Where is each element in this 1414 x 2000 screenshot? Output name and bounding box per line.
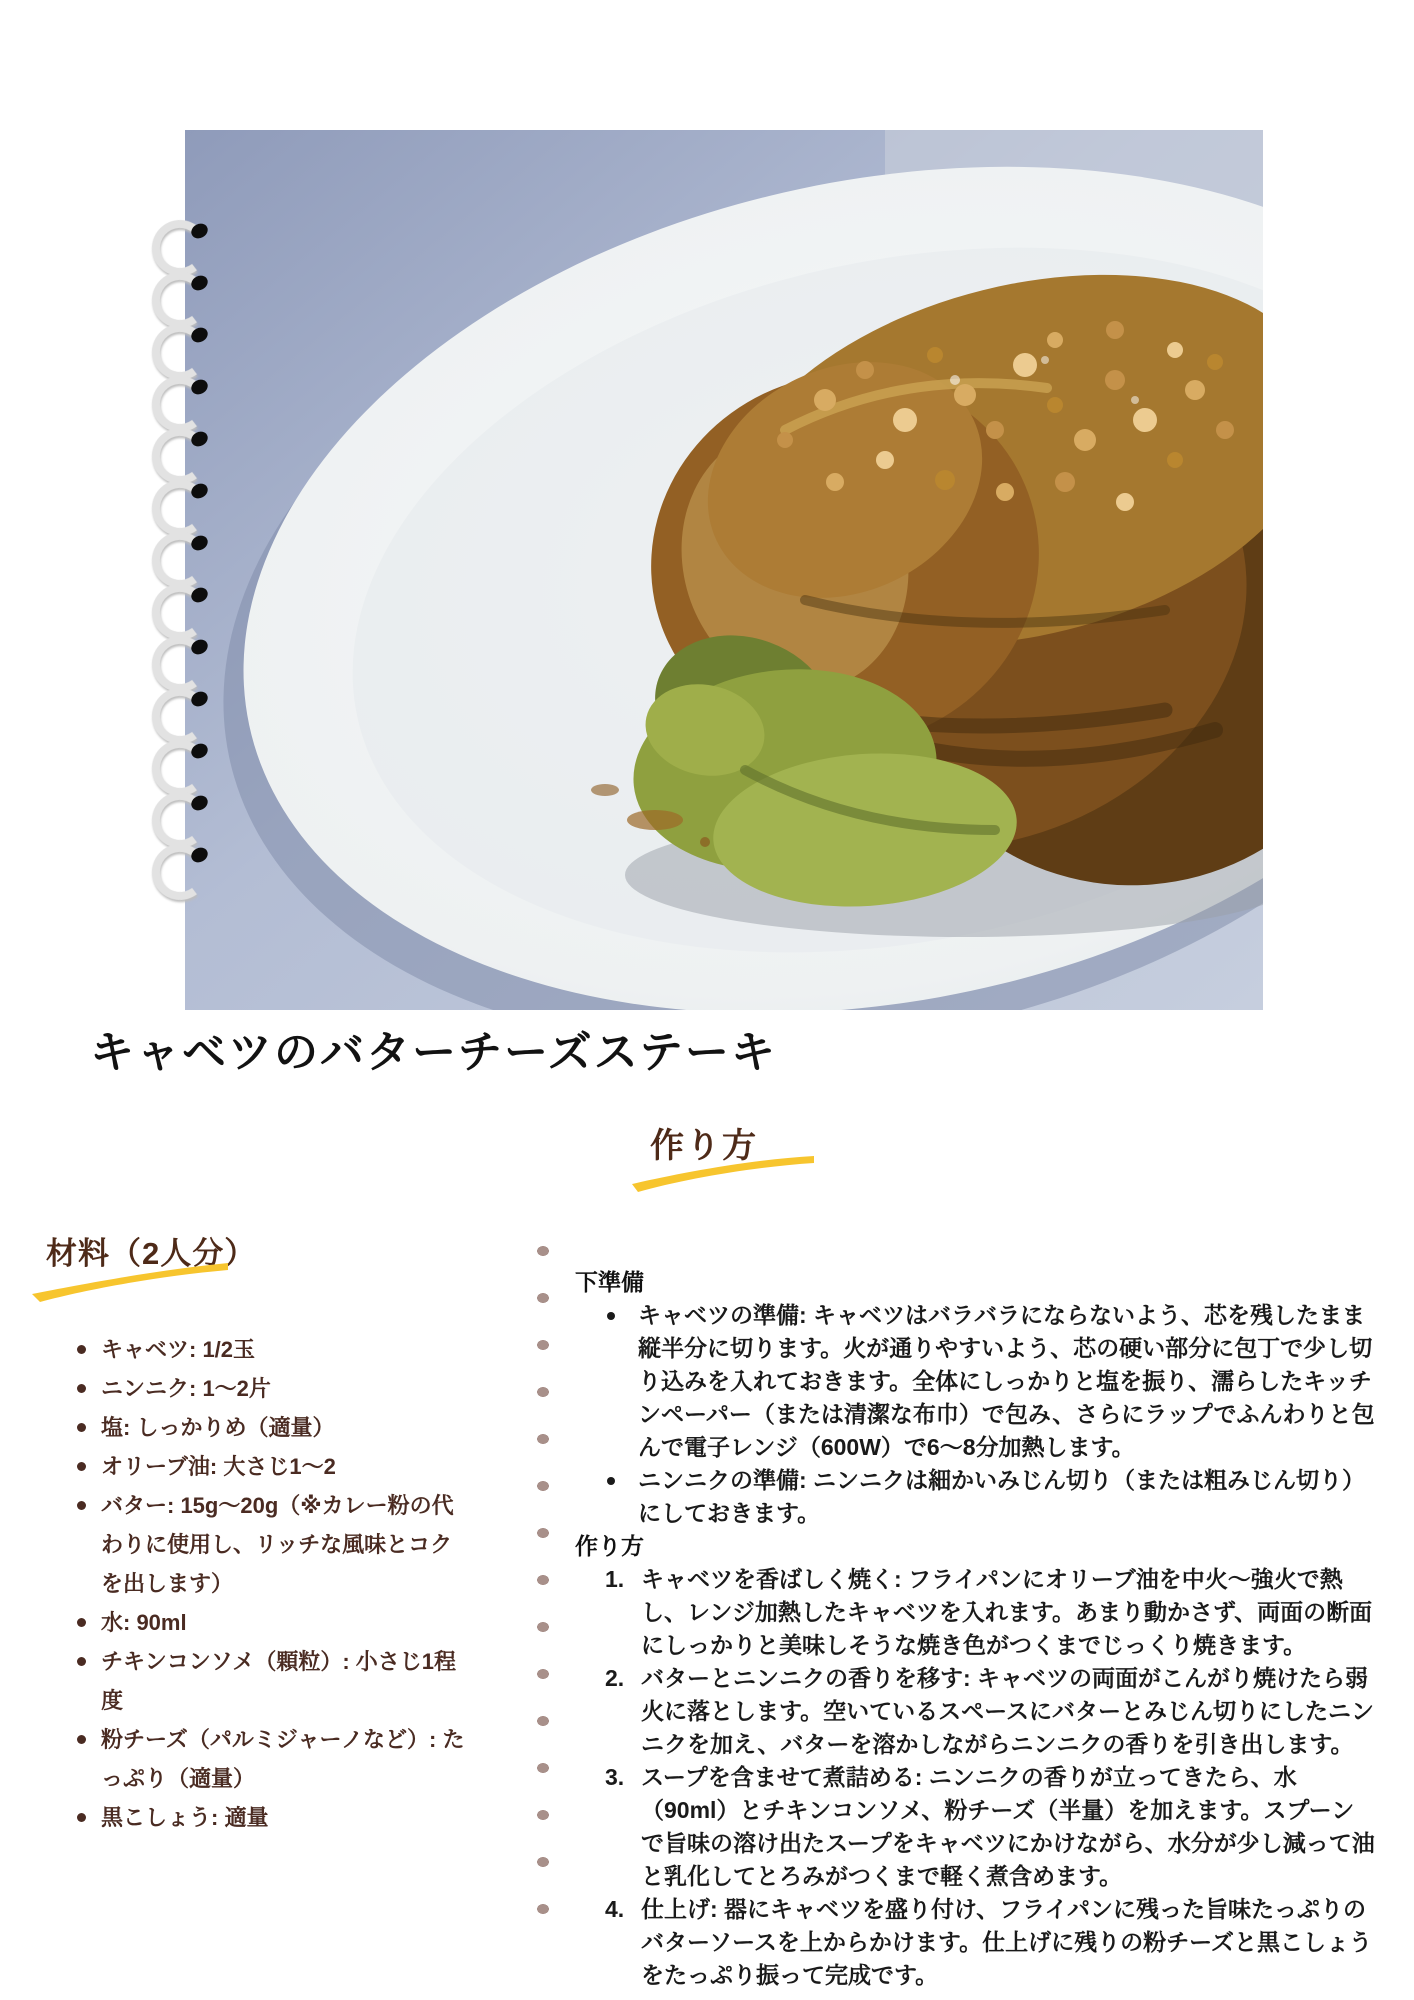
cabbage-steak-illustration (185, 130, 1263, 1010)
binding-ring (152, 582, 210, 630)
binding-ring (152, 374, 210, 422)
spiral-binding (152, 218, 212, 898)
ingredients-list (75, 1330, 470, 1837)
ingredient-item: 水: 90ml (75, 1603, 470, 1642)
make-subheader: 作り方 (575, 1533, 644, 1559)
binding-ring (152, 426, 210, 474)
ingredient-item: 黒こしょう: 適量 (75, 1798, 470, 1837)
dotted-divider (536, 1243, 550, 1948)
prep-subheader: 下準備 (575, 1269, 644, 1295)
binding-ring (152, 270, 210, 318)
step-item: 仕上げ: 器にキャベツを盛り付け、フライパンに残った旨味たっぷりのバターソースを上からかけます。仕上げに残りの粉チーズと黒こしょうをたっぷり振って完成です。 (641, 1896, 1372, 1988)
ingredient-item: バター: 15g～20g（※カレー粉の代わりに使用し、リッチな風味とコクを出します） (75, 1486, 470, 1603)
prep-item: ニンニクの準備: ニンニクは細かいみじん切り（または粗みじん切り）にしておきます。 (605, 1464, 1375, 1530)
ingredient-item: 塩: しっかりめ（適量） (75, 1408, 470, 1447)
page-title: キャベツのバターチーズステーキ (90, 1028, 777, 1077)
ingredient-item: オリーブ油: 大さじ1～2 (75, 1447, 470, 1486)
ingredient-item: チキンコンソメ（顆粒）: 小さじ1程度 (75, 1642, 470, 1720)
binding-ring (152, 842, 210, 890)
binding-ring (152, 530, 210, 578)
prep-item: キャベツの準備: キャベツはバラバラにならないよう、芯を残したまま縦半分に切ります。火が通りやすいよう、芯の硬い部分に包丁で少し切り込みを入れておきます。全体にしっかりと塩を振り、濡らしたキッチンペーパー（または清潔な布巾）で包み、さらにラップでふんわりと包んで電子レンジ（600W）で6～8分加熱します。 (605, 1299, 1375, 1464)
yellow-underline-ingredients (30, 1258, 232, 1302)
step-item: バターとニンニクの香りを移す: キャベツの両面がこんがり焼けたら弱火に落とします。空いているスペースにバターとみじん切りにしたニンニクを加え、バターを溶かしながらニンニクの香りを引き出します。 (641, 1665, 1375, 1757)
step-item: スープを含ませて煮詰める: ニンニクの香りが立ってきたら、水（90ml）とチキンコンソメ、粉チーズ（半量）を加えます。スプーンで旨味の溶け出たスープをキャベツにかけながら、水分が少し減って油と乳化してとろみがつくまで軽く煮含めます。 (641, 1764, 1375, 1889)
binding-ring (152, 322, 210, 370)
howto-section-header: 作り方 (650, 1127, 758, 1165)
binding-ring (152, 738, 210, 786)
binding-ring (152, 478, 210, 526)
recipe-photo (185, 130, 1263, 1010)
binding-ring (152, 790, 210, 838)
ingredient-item: 粉チーズ（パルミジャーノなど）: たっぷり（適量） (75, 1720, 470, 1798)
steps-list (605, 1563, 1375, 1992)
ingredient-item: ニンニク: 1～2片 (75, 1369, 470, 1408)
prep-list (605, 1299, 1375, 1530)
steps-column (575, 1266, 1375, 1992)
step-item: キャベツを香ばしく焼く: フライパンにオリーブ油を中火～強火で熱し、レンジ加熱したキャベツを入れます。あまり動かさず、両面の断面にしっかりと美味しそうな焼き色がつくまでじっくり焼きます。 (641, 1566, 1373, 1658)
binding-ring (152, 686, 210, 734)
ingredient-item: キャベツ: 1/2玉 (75, 1330, 470, 1369)
binding-ring (152, 634, 210, 682)
binding-ring (152, 218, 210, 266)
yellow-underline-howto (628, 1152, 820, 1194)
ingredients-section-header: 材料（2人分） (46, 1236, 257, 1271)
